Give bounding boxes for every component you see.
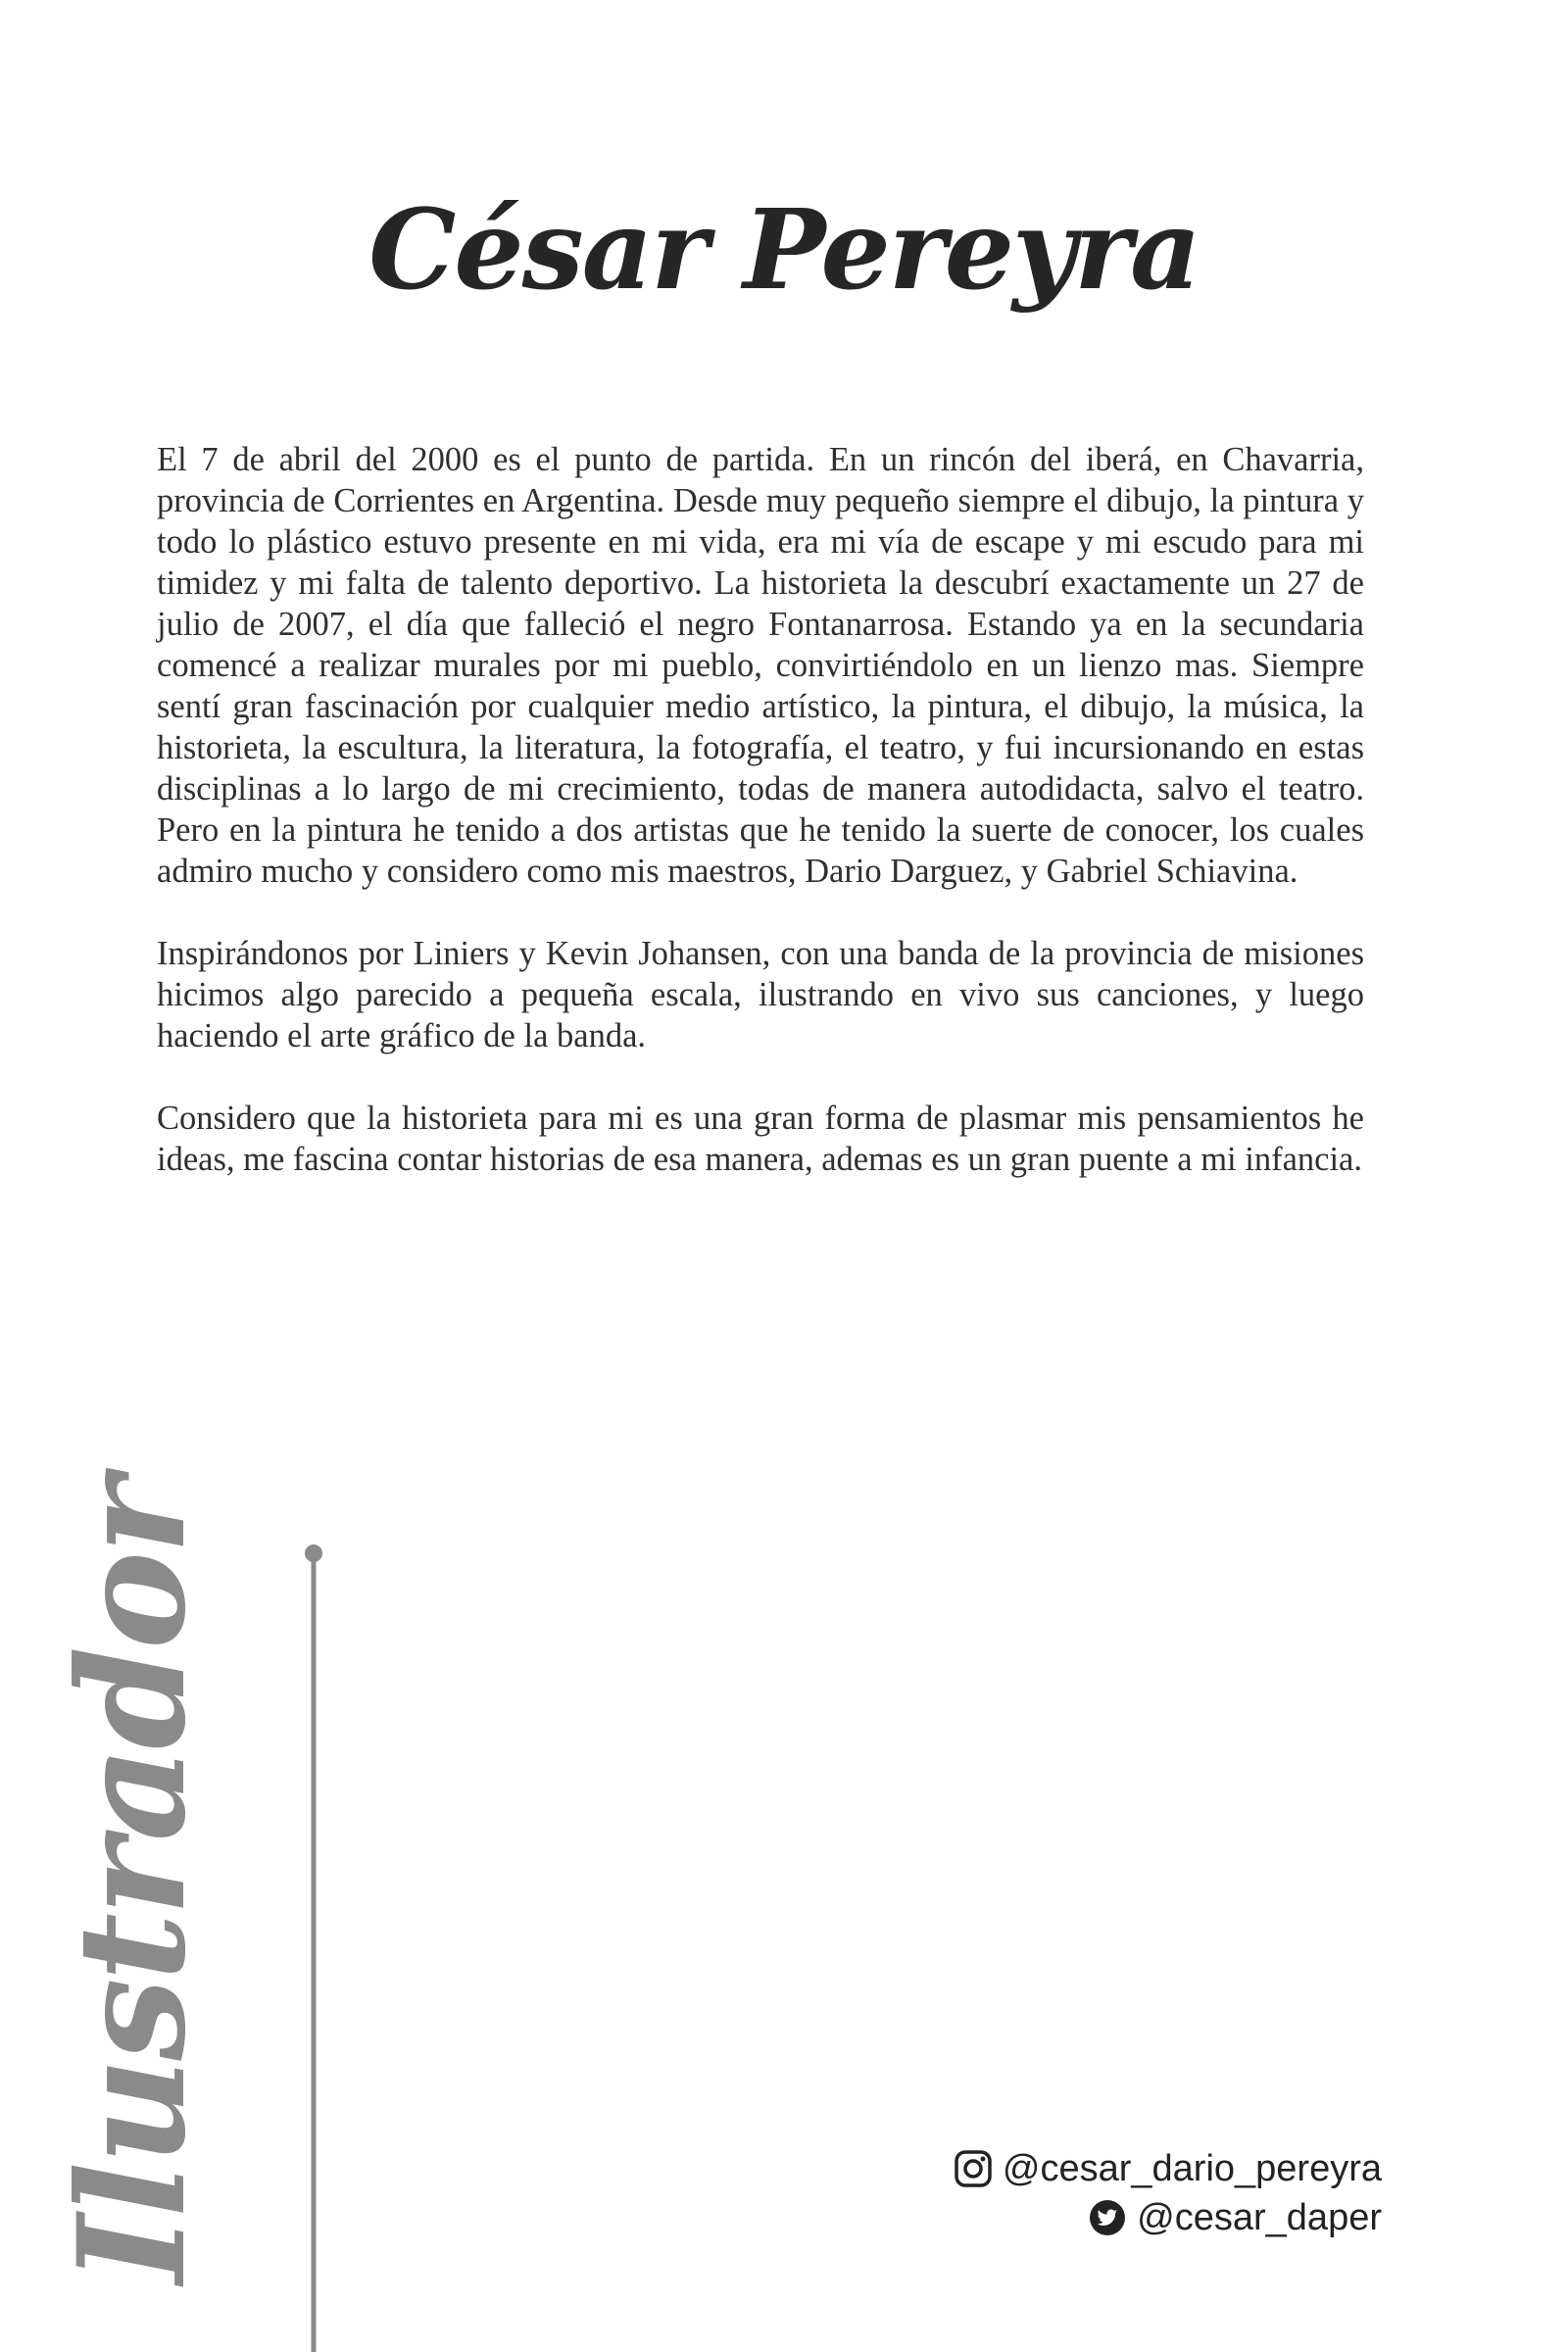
instagram-row[interactable] [954, 2144, 1382, 2193]
instagram-handle: @cesar_dario_pereyra [1002, 2147, 1382, 2189]
page-title: César Pereyra [368, 186, 1200, 315]
bio-paragraph-1: El 7 de abril del 2000 es el punto de partida. En un rincón del iberá, en Chavarria, provincia de Corrientes en Argentina. Desde muy pequeño siempre el dibujo, la pintura y todo lo plástico estuvo presente en mi vida, era mi vía de escape y mi escudo para mi timidez y mi falta de talento deportivo. La historieta la descubrí exactamente un 27 de julio de 2007, el día que falleció el negro Fontanarrosa. Estando ya en la secundaria comencé a realizar murales por mi pueblo, convirtiéndolo en un lienzo mas. Siempre sentí gran fascinación por cualquier medio artístico, la pintura, el dibujo, la música, la historieta, la escultura, la literatura, la fotografía, el teatro, y fui incursionando en estas disciplinas a lo largo de mi crecimiento, todas de manera autodidacta, salvo el teatro. Pero en la pintura he tenido a dos artistas que he tenido la suerte de conocer, los cuales admiro mucho y considero como mis maestros, Dario Darguez, y Gabriel Schiavina. [157, 441, 1364, 890]
twitter-handle: @cesar_daper [1137, 2196, 1382, 2238]
bio-paragraph-3: Considero que la historieta para mi es una gran forma de plasmar mis pensamientos he ideas, me fascina contar historias de esa manera, ademas es un gran puente a mi infancia. [157, 1100, 1364, 1178]
bio-paragraph-2: Inspirándonos por Liniers y Kevin Johansen, con una banda de la provincia de misiones hicimos algo parecido a pequeña escala, ilustrando en vivo sus canciones, y luego haciendo el arte gráfico de la banda. [157, 935, 1364, 1054]
twitter-icon [1088, 2198, 1127, 2237]
twitter-row[interactable] [954, 2193, 1382, 2242]
side-label: Ilustrador [46, 1479, 219, 2283]
biography [157, 439, 1364, 1221]
instagram-icon [954, 2149, 993, 2188]
social-links [954, 2144, 1382, 2242]
